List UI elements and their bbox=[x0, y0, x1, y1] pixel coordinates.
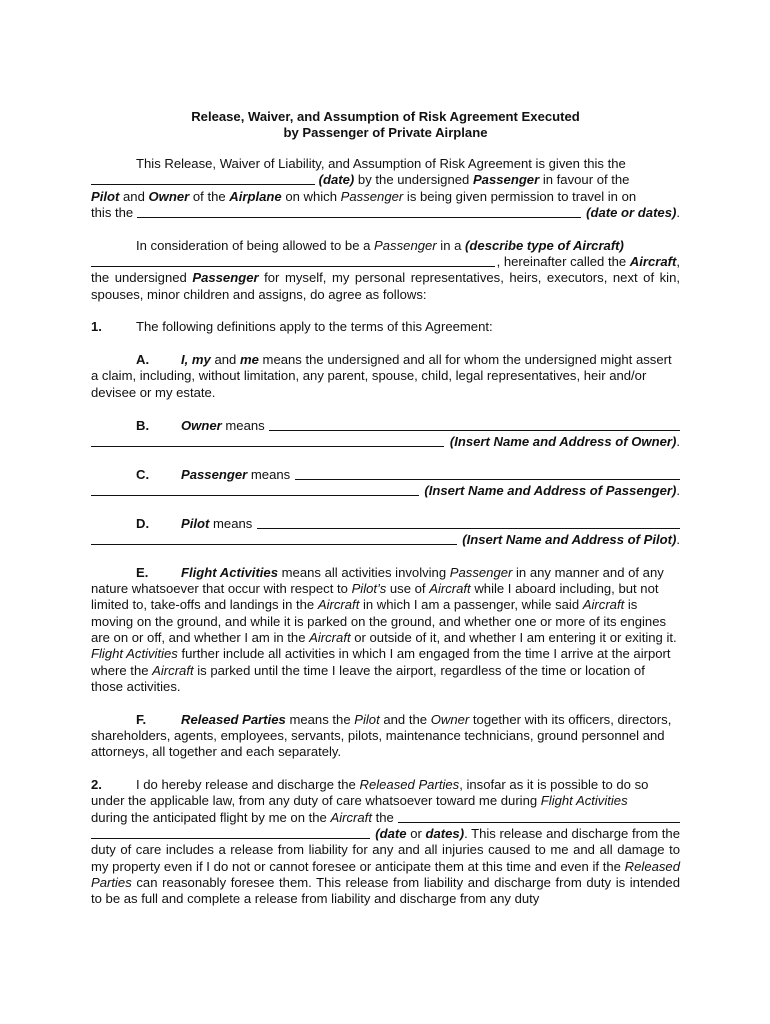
definition-d: D. Pilot means (Insert Name and Address of Pilot). bbox=[91, 516, 680, 549]
intro-line-4: this the (date or dates). bbox=[91, 204, 680, 220]
dates-blank bbox=[137, 205, 581, 218]
date-label: (date) bbox=[318, 172, 355, 188]
owner-blank-2 bbox=[91, 434, 444, 447]
intro-line-2: (date) by the undersigned Passenger in favour of the bbox=[91, 172, 680, 188]
section-2: 2. I do hereby release and discharge the Released Parties, insofar as it is possible to do so under the applicable law, from any duty of care whatsoever toward me during Flight Activities during the anticipated flight by me on the Aircraft the (date or dates). This release and discharge from the duty of care includes a release from liability for any and all injuries caused to me and all damage to my property even if I do not or cannot foresee or anticipate them at this time and even if the Released Parties can reasonably foresee them. This release from liability and discharge from duty is intended to be as full and complete a release from liability and discharge from any duty bbox=[91, 777, 680, 907]
consideration-line-3: the undersigned Passenger for myself, my personal representatives, heirs, executors, next of kin, spouses, minor children and assigns, do agree as follows: bbox=[91, 270, 680, 302]
flight-date-blank bbox=[398, 810, 680, 823]
definition-e: E. Flight Activities means all activities involving Passenger in any manner and of any nature whatsoever that occur with respect to Pilot’s use of Aircraft while I aboard including, but not limited to, take-offs and landings in the Aircraft in which I am a passenger, while said Aircraft is moving on the ground, and while it is parked on the ground, and whether one or more of its engines are on or off, and whether I am in the Aircraft or outside of it, and whether I am entering it or exiting it. Flight Activities further include all activities in which I am engaged from the time I arrive at the airport where the Aircraft is parked until the time I leave the airport, regardless of the time or location of those activities. bbox=[91, 564, 677, 694]
document-page bbox=[91, 109, 680, 907]
aircraft-type-blank bbox=[91, 254, 495, 267]
consideration-paragraph bbox=[91, 238, 680, 303]
intro-line-3: Pilot and Owner of the Airplane on which Passenger is being given permission to travel in on bbox=[91, 188, 637, 204]
dates-label: (date or dates) bbox=[586, 204, 677, 220]
passenger-blank bbox=[295, 467, 680, 480]
section-1: 1. The following definitions apply to the terms of this Agreement: bbox=[91, 319, 493, 335]
pilot-blank bbox=[257, 516, 680, 529]
consideration-line-1: In consideration of being allowed to be a Passenger in a (describe type of Aircraft) bbox=[136, 237, 624, 253]
flight-date-blank-2 bbox=[91, 826, 370, 839]
definition-c: C. Passenger means (Insert Name and Address of Passenger). bbox=[91, 467, 680, 500]
title-line-1: Release, Waiver, and Assumption of Risk Agreement Executed bbox=[191, 109, 580, 124]
title-line-2: by Passenger of Private Airplane bbox=[283, 125, 488, 140]
pilot-blank-2 bbox=[91, 532, 457, 545]
document-title bbox=[91, 109, 680, 141]
passenger-blank-2 bbox=[91, 483, 419, 496]
consideration-line-2: , hereinafter called the Aircraft, bbox=[91, 254, 680, 270]
owner-blank bbox=[269, 418, 680, 431]
intro-line-1: This Release, Waiver of Liability, and Assumption of Risk Agreement is given this the bbox=[136, 156, 626, 171]
intro-paragraph bbox=[91, 156, 680, 221]
definition-a: A. I, my and me means the undersigned and all for whom the undersigned might assert a claim, including, without limitation, any parent, spouse, child, legal representatives, heir and/or devisee or my estate. bbox=[91, 352, 672, 400]
section-2-number: 2. bbox=[91, 777, 102, 793]
definition-f: F. Released Parties means the Pilot and the Owner together with its officers, directors, shareholders, agents, employees, servants, pilots, maintenance technicians, ground personnel and attorneys, all together and each separately. bbox=[91, 711, 672, 760]
date-blank bbox=[91, 172, 315, 185]
definition-b: B. Owner means (Insert Name and Address of Owner). bbox=[91, 418, 680, 451]
section-1-number: 1. bbox=[91, 319, 102, 335]
